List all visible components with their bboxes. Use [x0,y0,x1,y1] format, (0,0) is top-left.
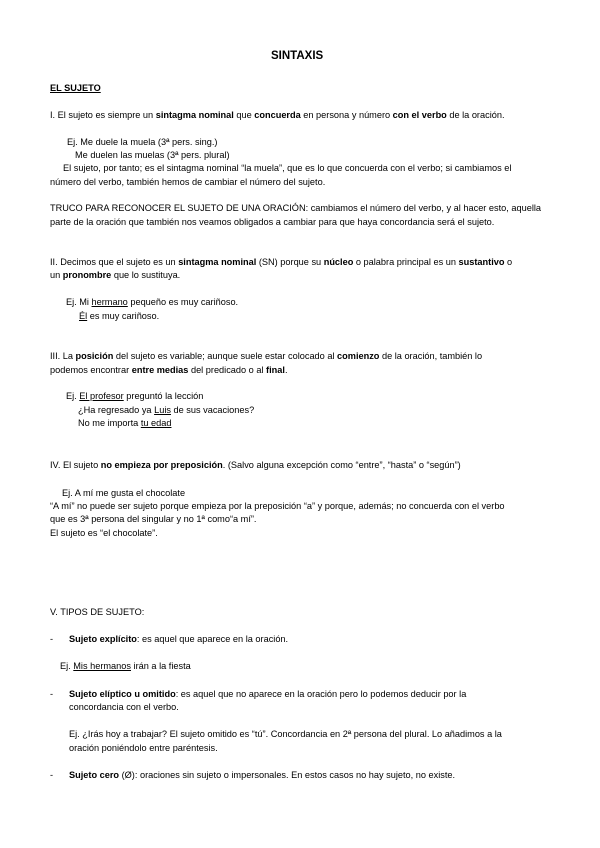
paragraph-i: I. El sujeto es siempre un sintagma nominal que concuerda en persona y número con el verbo de la oración. [50,110,505,120]
paragraph-iii-line1: III. La posición del sujeto es variable; aunque suele estar colocado al comienzo de la oración, también lo [50,351,483,361]
section-heading: EL SUJETO [50,83,101,93]
example-line: Él es muy cariñoso. [79,311,160,321]
type-zero: Sujeto cero (Ø): oraciones sin sujeto o impersonales. En estos casos no hay sujeto, no existe. [69,770,456,780]
example-line: Ej. El profesor preguntó la lección [66,391,204,401]
example-line: Me duelen las muelas (3ª pers. plural) [75,150,230,160]
explanation-line: número del verbo, también hemos de cambiar el número del sujeto. [50,177,326,187]
bullet-dash: - [50,770,54,780]
explanation-line: El sujeto es “el chocolate”. [50,528,158,538]
types-heading: V. TIPOS DE SUJETO: [50,607,145,617]
paragraph-iii-line2: podemos encontrar entre medias del predicado o al final. [50,365,288,375]
example-line: Ej. ¿Irás hoy a trabajar? El sujeto omitido es “tú”. Concordancia en 2ª persona del plural. Lo añadimos a la [69,729,502,739]
bullet-dash: - [50,689,54,699]
example-line: Ej. Mis hermanos irán a la fiesta [60,661,191,671]
type-explicit: Sujeto explícito: es aquel que aparece en la oración. [69,634,289,644]
explanation-line: que es 3ª persona del singular y no 1ª como“a mí”. [50,514,257,524]
example-line: Ej. Me duele la muela (3ª pers. sing.) [67,137,218,147]
paragraph-ii-line2: un pronombre que lo sustituya. [50,270,181,280]
page-title: SINTAXIS [271,50,324,62]
explanation-line: “A mí” no puede ser sujeto porque empieza por la preposición “a” y porque, además; no concuerda con el verbo [50,501,505,511]
example-line: No me importa tu edad [78,418,172,428]
type-elliptic-cont: concordancia con el verbo. [69,702,179,712]
explanation-line: El sujeto, por tanto; es el sintagma nominal “la muela”, que es lo que concuerda con el verbo; si cambiamos el [63,163,512,173]
paragraph-iv: IV. El sujeto no empieza por preposición. (Salvo alguna excepción como “entre”, “hasta” o “según”) [50,460,461,470]
example-line: oración poniéndolo entre paréntesis. [69,743,218,753]
example-line: ¿Ha regresado ya Luis de sus vacaciones? [78,405,255,415]
paragraph-ii-line1: II. Decimos que el sujeto es un sintagma nominal (SN) porque su núcleo o palabra principal es un sustantivo o [50,257,513,267]
example-line: Ej. Mi hermano pequeño es muy cariñoso. [66,297,239,307]
example-line: Ej. A mí me gusta el chocolate [62,488,186,498]
trick-line: TRUCO PARA RECONOCER EL SUJETO DE UNA ORACIÓN: cambiamos el número del verbo, y al hacer esto, aquella [50,203,542,213]
type-elliptic: Sujeto elíptico u omitido: es aquel que no aparece en la oración pero lo podemos deducir por la [69,689,467,699]
bullet-dash: - [50,634,54,644]
trick-line: parte de la oración que también nos veamos obligados a cambiar para que haya concordancia será el sujeto. [50,217,495,227]
